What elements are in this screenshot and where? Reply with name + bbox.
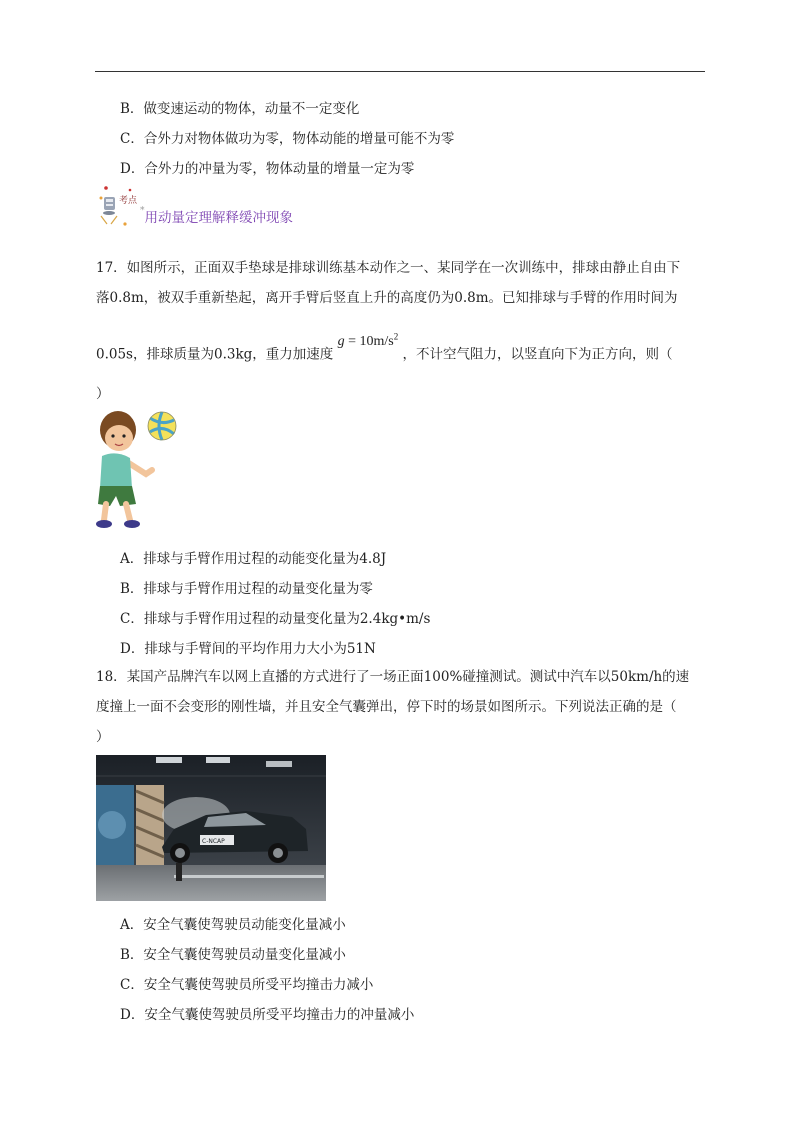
header-rule: [95, 71, 705, 72]
prev-option-d: D．合外力的冲量为零，物体动量的增量一定为零: [120, 161, 415, 177]
q18-option-d: D．安全气囊使驾驶员所受平均撞击力的冲量减小: [120, 1007, 415, 1023]
q18-line2: 度撞上一面不会变形的刚性墙，并且安全气囊弹出，停下时的场景如图所示。下列说法正确的是（: [96, 699, 677, 715]
volleyball-player-figure: [94, 408, 184, 534]
q17-option-a: A．排球与手臂作用过程的动能变化量为4.8J: [120, 551, 387, 567]
knowledge-point-icon: [97, 184, 138, 230]
q17-option-b: B．排球与手臂作用过程的动量变化量为零: [120, 581, 373, 597]
q17-line1: 17．如图所示，正面双手垫球是排球训练基本动作之一、某同学在一次训练中，排球由静止自由下: [96, 260, 681, 276]
q18-option-b: B．安全气囊使驾驶员动量变化量减小: [120, 947, 346, 963]
q17-option-c: C．排球与手臂作用过程的动量变化量为2.4kg•m/s: [120, 611, 431, 627]
knowledge-point: *用动量定理解释缓冲现象: [140, 206, 293, 226]
crash-test-photo: [96, 755, 326, 905]
prev-option-b: B．做变速运动的物体，动量不一定变化: [120, 101, 360, 117]
q17-line2: 落0.8m，被双手重新垫起，离开手臂后竖直上升的高度仍为0.8m。已知排球与手臂的作用时间为: [96, 290, 678, 306]
q18-option-a: A．安全气囊使驾驶员动能变化量减小: [120, 917, 346, 933]
q18-option-c: C．安全气囊使驾驶员所受平均撞击力减小: [120, 977, 374, 993]
q18-line1: 18．某国产品牌汽车以网上直播的方式进行了一场正面100%碰撞测试。测试中汽车以50km/h的速: [96, 669, 690, 685]
q17-line4: ）: [96, 386, 110, 402]
q17-line3: 0.05s，排球质量为0.3kg，重力加速度 $g = 10m/s^2$ ，不计空气阻力，以竖直向下为正方向，则（: [96, 331, 673, 363]
svg-text:考点: 考点: [119, 196, 138, 206]
prev-option-c: C．合外力对物体做功为零，物体动能的增量可能不为零: [120, 131, 455, 147]
svg-text:C-NCAP: C-NCAP: [202, 838, 225, 845]
q18-line3: ）: [96, 729, 110, 745]
gravity-formula: $g = 10m/s^2$: [337, 331, 399, 349]
q17-option-d: D．排球与手臂间的平均作用力大小为51N: [120, 641, 376, 657]
